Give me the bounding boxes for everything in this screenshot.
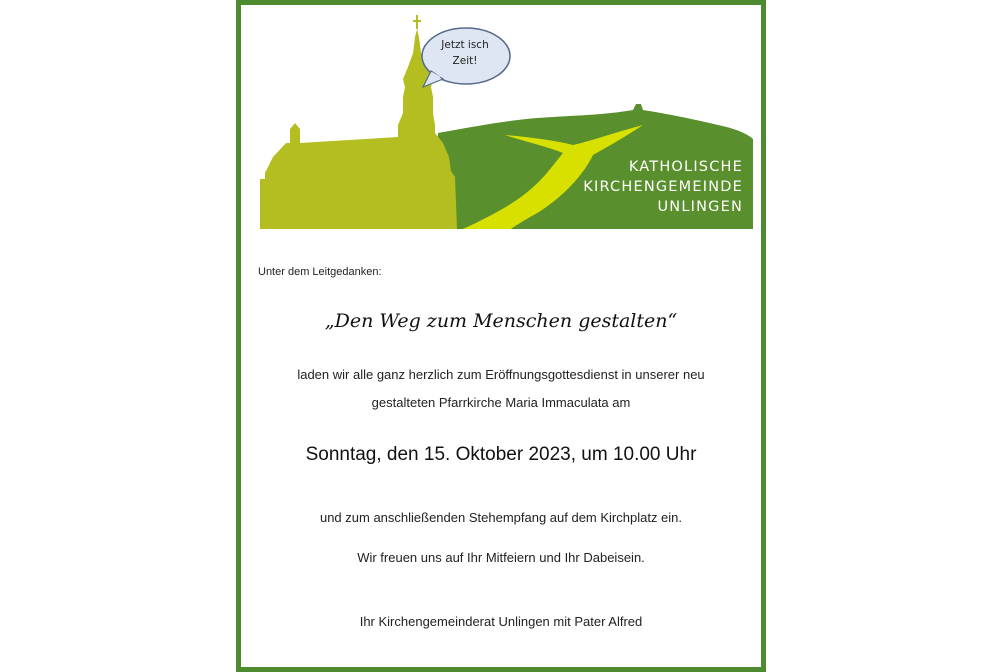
organization-line: UNLINGEN — [657, 199, 743, 215]
organization-name — [583, 157, 743, 217]
reception-line: und zum anschließenden Stehempfang auf dem Kirchplatz ein. — [319, 510, 683, 525]
speech-bubble-text — [429, 37, 501, 69]
motto: „Den Weg zum Menschen gestalten“ — [324, 310, 678, 332]
intro-text: Unter dem Leitgedanken: — [258, 266, 382, 278]
signature-line: Ihr Kirchengemeinderat Unlingen mit Pater Alfred — [359, 614, 643, 629]
invitation-line: laden wir alle ganz herzlich zum Eröffnungsgottesdienst in unserer neu — [297, 367, 705, 382]
invitation-line: gestalteten Pfarrkirche Maria Immaculata am — [371, 395, 631, 410]
parish-banner — [253, 7, 753, 237]
closing-line: Wir freuen uns auf Ihr Mitfeiern und Ihr Dabeisein. — [357, 550, 645, 565]
event-date: Sonntag, den 15. Oktober 2023, um 10.00 Uhr — [305, 444, 697, 465]
speech-bubble-line: Zeit! — [452, 55, 478, 67]
cross-icon — [413, 15, 421, 29]
organization-line: KATHOLISCHE — [628, 159, 743, 175]
invitation-frame — [236, 0, 766, 672]
speech-bubble-line: Jetzt isch — [441, 39, 489, 51]
organization-line: KIRCHENGEMEINDE — [583, 179, 743, 195]
